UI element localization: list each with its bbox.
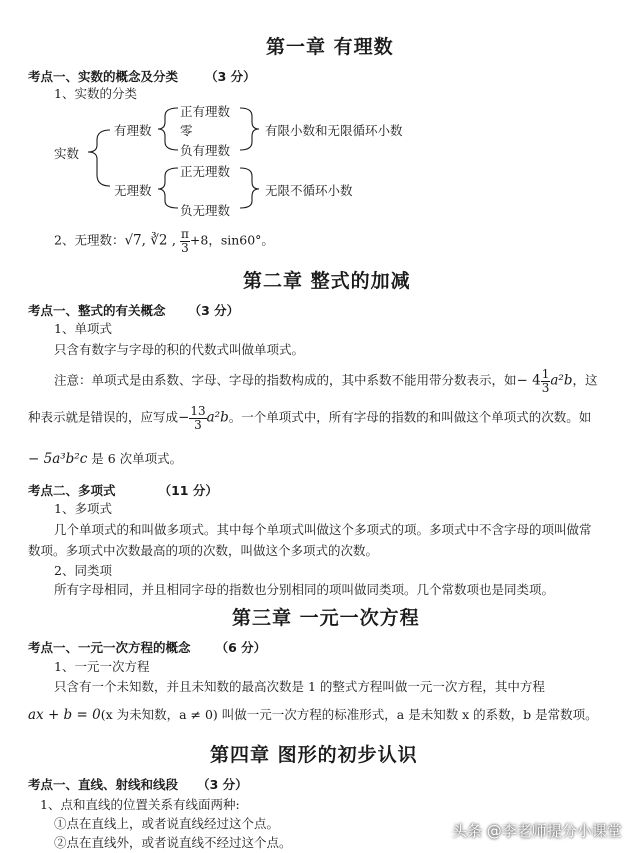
- kaodian-points: （3 分）: [197, 777, 248, 792]
- item2-fraction: [180, 228, 190, 254]
- note-b-expr-post: a²b: [206, 409, 229, 426]
- frac-den: 3: [181, 240, 189, 255]
- single-term-label: 1、单项式: [54, 321, 112, 336]
- ch1-item-1: 1、实数的分类: [54, 86, 137, 101]
- tree-irrational-note: 无限不循环小数: [265, 183, 353, 198]
- tree-rational: 有理数: [114, 123, 152, 138]
- like-terms-def: 所有字母相同，并且相同字母的指数也分别相同的项叫做同类项。几个常数项也是同类项。: [54, 582, 555, 597]
- note-line-a: [54, 368, 597, 394]
- kaodian-points: （6 分）: [215, 640, 267, 655]
- note-c-expr: − 5a³b²c: [28, 451, 88, 467]
- note-c-text: 是 6 次单项式。: [91, 451, 183, 466]
- line-case-2: ②点在直线外，或者说直线不经过这个点。: [54, 835, 292, 850]
- note-a-text: 注意：单项式是由系数、字母、字母的指数构成的，其中系数不能用带分数表示，如: [54, 372, 517, 388]
- note-line-b: [28, 405, 591, 431]
- chapter-3-title: 第三章 一元一次方程: [232, 607, 420, 629]
- ch2-kaodian-1: [28, 300, 239, 319]
- like-terms-label: 2、同类项: [54, 563, 112, 578]
- ch4-kaodian-1: [28, 774, 248, 793]
- item2-label: 2、无理数：: [54, 232, 125, 248]
- polynomial-label: 1、多项式: [54, 501, 112, 516]
- watermark: 头条 @李老师提分小课堂: [452, 822, 622, 840]
- tree-irrational: 无理数: [114, 183, 152, 198]
- line-case-1: ①点在直线上，或者说直线经过这个点。: [54, 816, 280, 831]
- ch1-item-2: [54, 228, 274, 254]
- line-intro: 1、点和直线的位置关系有线面两种:: [40, 797, 240, 812]
- std-form-expr: ax + b = 0: [28, 707, 101, 723]
- tree-negative-rational: 负有理数: [180, 143, 231, 158]
- chapter-1-title: 第一章 有理数: [266, 36, 394, 58]
- polynomial-def-1: 几个单项式的和叫做多项式。其中每个单项式叫做这个多项式的项。多项式中不含字母的项叫做常: [54, 522, 592, 537]
- frac-num: 1: [541, 367, 550, 381]
- linear-eq-def: 只含有一个未知数，并且未知数的最高次数是 1 的整式方程叫做一元一次方程，其中方程: [54, 679, 545, 694]
- tree-zero: 零: [180, 123, 193, 138]
- note-b-expr-pre: −: [178, 409, 190, 426]
- tree-rational-note: 有限小数和无限循环小数: [265, 123, 403, 138]
- tree-positive-irrational: 正无理数: [180, 164, 231, 179]
- kaodian-points: （3 分）: [188, 303, 240, 318]
- single-term-def: 只含有数字与字母的积的代数式叫做单项式。: [54, 342, 305, 357]
- tree-positive-rational: 正有理数: [180, 104, 231, 119]
- kaodian-label: 考点二、多项式: [28, 483, 116, 498]
- linear-eq-label: 1、一元一次方程: [54, 659, 150, 674]
- note-a-expr-post: a²b: [550, 372, 573, 389]
- note-a-end: ，这: [572, 372, 598, 388]
- kaodian-points: （11 分）: [158, 483, 218, 498]
- ch3-kaodian-1: [28, 637, 266, 656]
- kaodian-label: 考点一、整式的有关概念: [28, 303, 166, 318]
- kaodian-label: 考点一、一元一次方程的概念: [28, 640, 191, 655]
- kaodian-points: （3 分）: [205, 69, 256, 84]
- note-b-pre: 种表示就是错误的，应写成: [28, 409, 179, 425]
- note-b-fraction: [189, 405, 206, 431]
- linear-eq-standard-form: [28, 705, 598, 723]
- chapter-4-title: 第四章 图形的初步认识: [210, 744, 418, 766]
- frac-den: 3: [194, 417, 202, 432]
- note-a-expr-pre: − 4: [516, 372, 541, 389]
- kaodian-label: 考点一、直线、射线和线段: [28, 777, 179, 792]
- kaodian-label: 考点一、实数的概念及分类: [28, 69, 179, 84]
- tree-negative-irrational: 负无理数: [180, 203, 231, 218]
- frac-num: π: [181, 227, 189, 241]
- std-form-text: (x 为未知数，a ≠ 0) 叫做一元一次方程的标准形式，a 是未知数 x 的系数，b 是常数项。: [100, 707, 598, 722]
- ch2-kaodian-2: [28, 480, 218, 499]
- chapter-2-title: 第二章 整式的加减: [243, 270, 411, 292]
- note-a-fraction: [541, 368, 551, 394]
- note-line-c: [28, 449, 182, 467]
- frac-num: 13: [190, 404, 206, 418]
- tree-root: 实数: [54, 146, 80, 161]
- item2-expr: √7, ∛2 ,: [124, 232, 177, 249]
- item2-tail: +8，sin60°。: [189, 232, 274, 248]
- polynomial-def-2: 数项。多项式中次数最高的项的次数，叫做这个多项式的次数。: [28, 543, 379, 558]
- frac-den: 3: [541, 380, 550, 395]
- note-b-post: 。一个单项式中，所有字母的指数的和叫做这个单项式的次数。如: [228, 409, 592, 425]
